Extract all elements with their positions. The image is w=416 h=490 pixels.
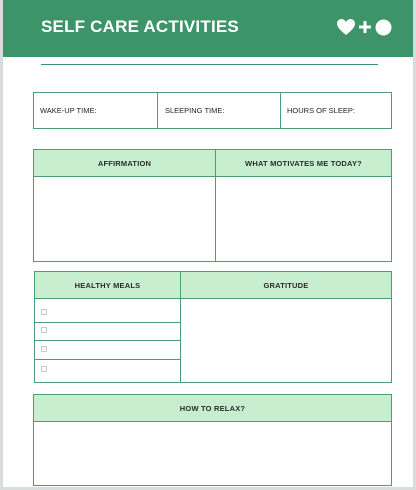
sleeping-time-label: SLEEPING TIME:: [165, 106, 225, 115]
healthy-meals-header: HEALTHY MEALS: [34, 271, 181, 299]
brand-logo: [337, 16, 397, 38]
meal-checkbox[interactable]: [41, 309, 47, 315]
heart-icon: [337, 19, 355, 36]
header-divider: [41, 64, 378, 65]
meal-checkbox[interactable]: [41, 366, 47, 372]
gratitude-header: GRATITUDE: [180, 271, 392, 299]
plus-icon: [358, 20, 372, 34]
affirmation-header: AFFIRMATION: [33, 149, 216, 177]
sleep-row: [33, 92, 392, 129]
circle-icon: [375, 19, 392, 36]
sleep-divider: [157, 93, 158, 128]
hours-of-sleep-label: HOURS OF SLEEP:: [287, 106, 355, 115]
relax-header: HOW TO RELAX?: [33, 394, 392, 422]
meal-row-divider: [34, 340, 181, 341]
planner-page: [3, 0, 413, 487]
meal-row-divider: [34, 359, 181, 360]
meal-checkbox[interactable]: [41, 346, 47, 352]
wake-up-time-label: WAKE-UP TIME:: [40, 106, 97, 115]
page-title: SELF CARE ACTIVITIES: [41, 17, 239, 36]
page-header: [3, 0, 413, 57]
meal-checkbox[interactable]: [41, 327, 47, 333]
motivation-header: WHAT MOTIVATES ME TODAY?: [215, 149, 392, 177]
meal-row-divider: [34, 322, 181, 323]
sleep-divider: [280, 93, 281, 128]
